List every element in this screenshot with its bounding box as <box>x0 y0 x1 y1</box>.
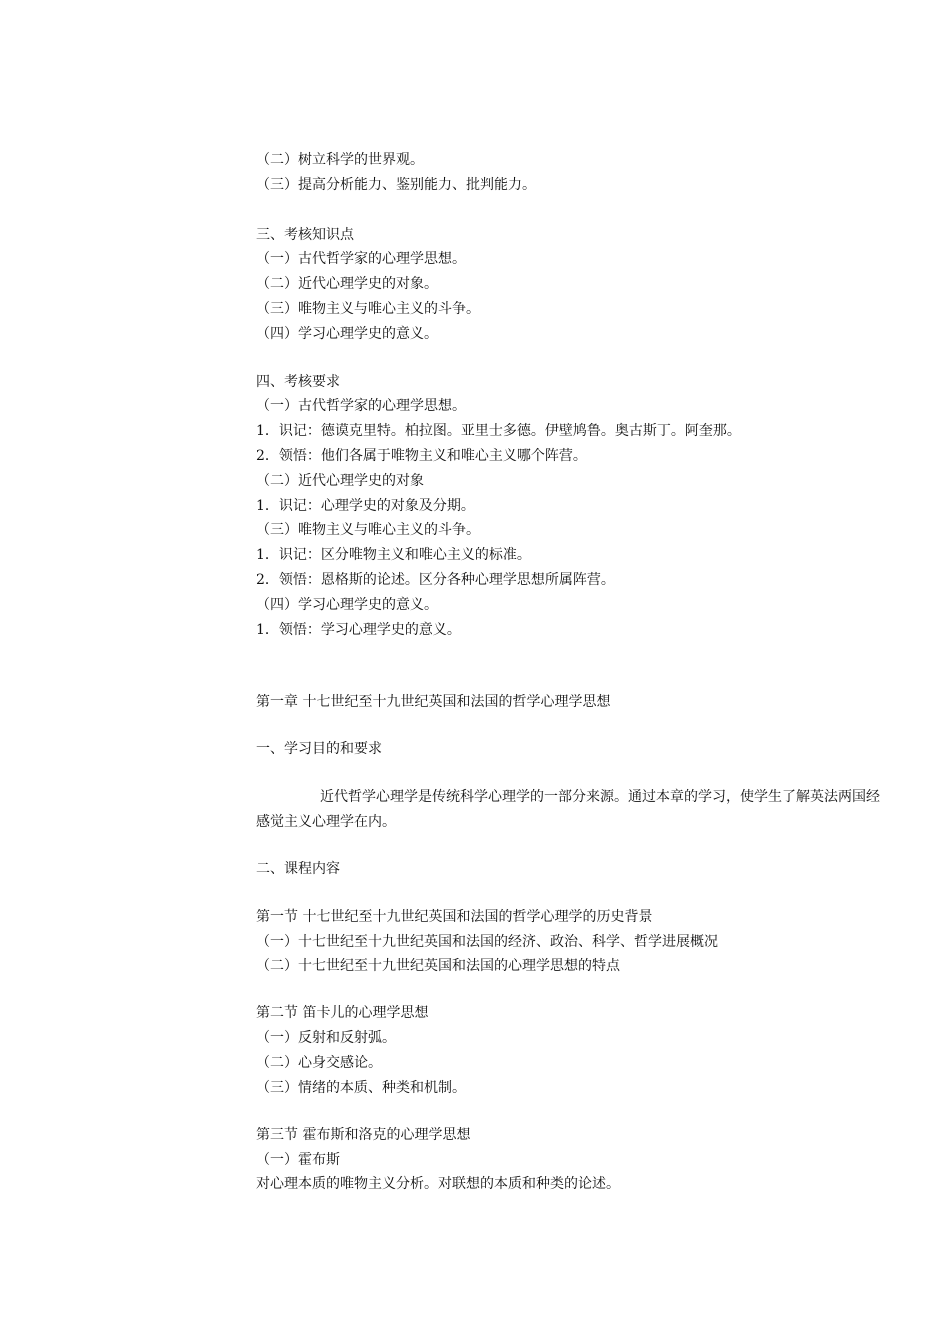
text-line: 2．领悟：他们各属于唯物主义和唯心主义哪个阵营。 <box>256 448 587 464</box>
paragraph-line: 近代哲学心理学是传统科学心理学的一部分来源。通过本章的学习，使学生了解英法两国经 <box>320 789 880 805</box>
text-line: 1．识记：心理学史的对象及分期。 <box>256 498 475 514</box>
text-line: （一）古代哲学家的心理学思想。 <box>256 251 466 267</box>
text-line: （二）树立科学的世界观。 <box>256 152 424 168</box>
section-heading: 二、课程内容 <box>256 861 340 877</box>
text-line: （一）霍布斯 <box>256 1152 340 1168</box>
section-heading: 四、考核要求 <box>256 374 340 390</box>
text-line: （一）十七世纪至十九世纪英国和法国的经济、政治、科学、哲学进展概况 <box>256 934 718 950</box>
text-line: （四）学习心理学史的意义。 <box>256 326 438 342</box>
text-line: （三）唯物主义与唯心主义的斗争。 <box>256 522 480 538</box>
chapter-title: 第一章 十七世纪至十九世纪英国和法国的哲学心理学思想 <box>256 694 611 710</box>
text-line: 1．识记：区分唯物主义和唯心主义的标准。 <box>256 547 531 563</box>
section-title: 第三节 霍布斯和洛克的心理学思想 <box>256 1127 471 1143</box>
paragraph-line: 感觉主义心理学在内。 <box>256 814 396 830</box>
text-line: 2．领悟：恩格斯的论述。区分各种心理学思想所属阵营。 <box>256 572 615 588</box>
text-line: 1．识记：德谟克里特。柏拉图。亚里士多德。伊壁鸠鲁。奥古斯丁。阿奎那。 <box>256 423 741 439</box>
text-line: （一）古代哲学家的心理学思想。 <box>256 398 466 414</box>
section-heading: 三、考核知识点 <box>256 227 354 243</box>
text-line: 对心理本质的唯物主义分析。对联想的本质和种类的论述。 <box>256 1176 620 1192</box>
text-line: （二）心身交感论。 <box>256 1055 382 1071</box>
text-line: （三）唯物主义与唯心主义的斗争。 <box>256 301 480 317</box>
section-title: 第二节 笛卡儿的心理学思想 <box>256 1005 429 1021</box>
section-heading: 一、学习目的和要求 <box>256 741 382 757</box>
text-line: （一）反射和反射弧。 <box>256 1030 396 1046</box>
text-line: （三）提高分析能力、鉴别能力、批判能力。 <box>256 177 536 193</box>
text-line: （四）学习心理学史的意义。 <box>256 597 438 613</box>
text-line: （三）情绪的本质、种类和机制。 <box>256 1080 466 1096</box>
section-title: 第一节 十七世纪至十九世纪英国和法国的哲学心理学的历史背景 <box>256 909 653 925</box>
text-line: （二）近代心理学史的对象。 <box>256 276 438 292</box>
text-line: （二）近代心理学史的对象 <box>256 473 424 489</box>
text-line: （二）十七世纪至十九世纪英国和法国的心理学思想的特点 <box>256 958 620 974</box>
text-line: 1．领悟：学习心理学史的意义。 <box>256 622 461 638</box>
